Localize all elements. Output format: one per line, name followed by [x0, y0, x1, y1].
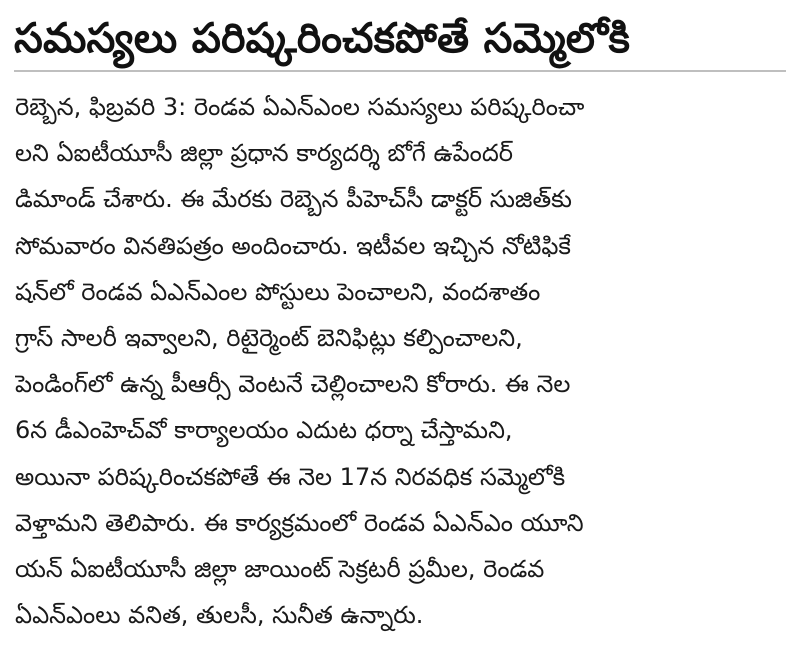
headline-divider [14, 70, 786, 72]
article-line: పెండింగ్‌లో ఉన్న పీఆర్సీ వెంటనే చెల్లించాలని కోరారు. ఈ నెల [15, 370, 571, 399]
headline: సమస్యలు పరిష్కరించకపోతే సమ్మెలోకి [14, 14, 631, 62]
article-body [15, 84, 785, 638]
article-line: రెబ్బెన, ఫిబ్రవరి 3: రెండవ ఏఎన్ఎంల సమస్యలు పరిష్కరించా [15, 93, 585, 121]
article-line: అయినా పరిష్కరించకపోతే ఈ నెల 17న నిరవధిక సమ్మెలోకి [15, 462, 566, 491]
article-line: షన్‌లో రెండవ ఏఎన్ఎంల పోస్టులు పెంచాలని, వందశాతం [15, 277, 541, 306]
article-line: లని ఏఐటీయూసీ జిల్లా ప్రధాన కార్యదర్శి బోగే ఉపేందర్ [15, 139, 514, 168]
article-line: సోమవారం వినతిపత్రం అందించారు. ఇటీవల ఇచ్చిన నోటిఫికే [15, 231, 571, 260]
article-line: డిమాండ్ చేశారు. ఈ మేరకు రెబ్బెన పీహెచ్‌సీ డాక్టర్ సుజిత్‌కు [15, 185, 572, 214]
article-line: యన్ ఏఐటీయూసీ జిల్లా జాయింట్ సెక్రటరీ ప్రమీల, రెండవ [15, 554, 545, 583]
article-line: ఏఎన్ఎంలు వనిత, తులసీ, సునీత ఉన్నారు. [15, 601, 424, 630]
article-line: వెళ్తామని తెలిపారు. ఈ కార్యక్రమంలో రెండవ ఏఎన్ఎం యూని [15, 508, 584, 537]
article-line: గ్రాస్ సాలరీ ఇవ్వాలని, రిటైర్మెంట్ బెనిఫిట్లు కల్పించాలని, [15, 323, 523, 352]
article-line: 6న డీఎంహెచ్‌వో కార్యాలయం ఎదుట ధర్నా చేస్తామని, [15, 416, 513, 445]
